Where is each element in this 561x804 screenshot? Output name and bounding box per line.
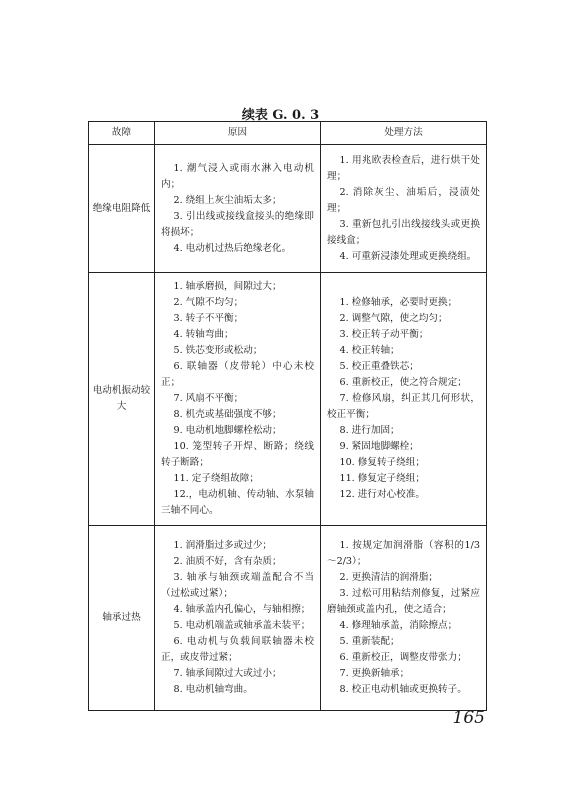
cause-item: 1. 潮气浸入或雨水淋入电动机内； <box>161 162 314 190</box>
remedy-cell <box>321 273 487 526</box>
cause-item: 4. 电动机过热后绝缘老化。 <box>173 242 292 254</box>
remedy-item: 4. 修理轴承盖，消除擦点； <box>339 620 458 631</box>
remedy-item: 9. 紧固地脚螺栓； <box>339 441 419 452</box>
cause-item: 8. 机壳或基础强度不够； <box>173 409 282 420</box>
page-number: 165 <box>452 708 485 728</box>
remedy-item: 1. 按规定加润滑脂（容积的1/3～2/3）； <box>327 540 480 567</box>
remedy-item: 5. 校正重叠铁芯； <box>339 361 419 372</box>
header-cause: 原因 <box>155 122 321 145</box>
cause-item: 7. 轴承间隙过大或过小； <box>173 668 282 679</box>
remedy-item: 1. 检修轴承，必要时更换； <box>339 297 458 308</box>
cause-item: 1. 轴承磨损，间隙过大； <box>173 281 282 292</box>
remedy-item: 7. 更换新轴承； <box>339 668 410 679</box>
cause-item: 2. 气隙不均匀； <box>173 297 244 308</box>
cause-item: 7. 风扇不平衡； <box>173 393 244 404</box>
remedy-item: 6. 重新校正，调整皮带张力； <box>339 652 467 663</box>
header-remedy: 处理方法 <box>321 122 487 145</box>
remedy-item: 8. 校正电动机轴或更换转子。 <box>339 684 467 695</box>
remedy-item: 3. 过松可用粘结剂修复，过紧应磨轴颈或盖内孔，使之适合； <box>327 588 480 615</box>
remedy-item: 7. 检修风扇，纠正其几何形状，校正平衡； <box>327 393 480 420</box>
remedy-item: 2. 调整气隙，使之均匀； <box>339 313 448 324</box>
remedy-cell <box>321 145 487 273</box>
table-row <box>89 145 487 273</box>
cause-item: 3. 引出线或接线盒接头的绝缘即将损坏； <box>161 210 314 238</box>
cause-item: 5. 铁芯变形或松动； <box>173 345 263 356</box>
remedy-item: 4. 可重新浸漆处理或更换绕组。 <box>339 250 477 262</box>
table-row <box>89 526 487 711</box>
fault-cell: 绝缘电阻降低 <box>89 145 155 273</box>
remedy-item: 6. 重新校正，使之符合规定； <box>339 377 467 388</box>
cause-item: 3. 转子不平衡； <box>173 313 244 324</box>
remedy-item: 8. 进行加固； <box>339 425 400 436</box>
remedy-item: 1. 用兆欧表检查后，进行烘干处理； <box>327 154 480 182</box>
cause-item: 4. 轴承盖内孔偏心，与轴相擦； <box>173 604 311 615</box>
remedy-item: 5. 重新装配； <box>339 636 400 647</box>
cause-item: 11. 定子绕组故障； <box>173 473 259 484</box>
table-header-row <box>89 122 487 145</box>
remedy-item: 12. 进行对心校准。 <box>339 489 425 500</box>
cause-item: 1. 润滑脂过多或过少； <box>173 540 273 551</box>
remedy-item: 4. 校正转轴； <box>339 345 400 356</box>
cause-item: 5. 电动机端盖或轴承盖未装平； <box>173 620 311 631</box>
cause-item: 2. 绕组上灰尘油垢太多； <box>173 194 282 206</box>
fault-cell: 电动机振动较大 <box>89 273 155 526</box>
fault-table <box>88 121 487 711</box>
cause-cell <box>155 145 321 273</box>
remedy-item: 10. 修复转子绕组； <box>339 457 425 468</box>
remedy-item: 2. 更换清洁的润滑脂； <box>339 572 439 583</box>
fault-cell: 轴承过热 <box>89 526 155 711</box>
cause-item: 8. 电动机轴弯曲。 <box>173 684 253 695</box>
remedy-item: 11. 修复定子绕组； <box>339 473 425 484</box>
cause-cell <box>155 273 321 526</box>
cause-item: 6. 联轴器（皮带轮）中心未校正； <box>161 361 314 388</box>
table-row <box>89 273 487 526</box>
remedy-item: 2. 消除灰尘、油垢后，浸渍处理； <box>327 186 480 214</box>
remedy-item: 3. 重新包扎引出线接线头或更换接线盒； <box>327 218 480 246</box>
cause-item: 10. 笼型转子开焊、断路；绕线转子断路； <box>161 441 314 468</box>
cause-item: 6. 电动机与负载间联轴器未校正，或皮带过紧； <box>161 636 314 663</box>
header-fault: 故障 <box>89 122 155 145</box>
cause-item: 4. 转轴弯曲； <box>173 329 234 340</box>
cause-item: 3. 轴承与轴颈或端盖配合不当（过松或过紧）； <box>161 572 314 599</box>
table-title: 续表 G. 0. 3 <box>241 108 320 123</box>
cause-item: 9. 电动机地脚螺栓松动； <box>173 425 282 436</box>
remedy-cell <box>321 526 487 711</box>
cause-cell <box>155 526 321 711</box>
cause-item: 2. 油质不好，含有杂质； <box>173 556 282 567</box>
remedy-item: 3. 校正转子动平衡； <box>339 329 429 340</box>
cause-item: 12.，电动机轴、传动轴、水泵轴三轴不同心。 <box>161 489 314 516</box>
